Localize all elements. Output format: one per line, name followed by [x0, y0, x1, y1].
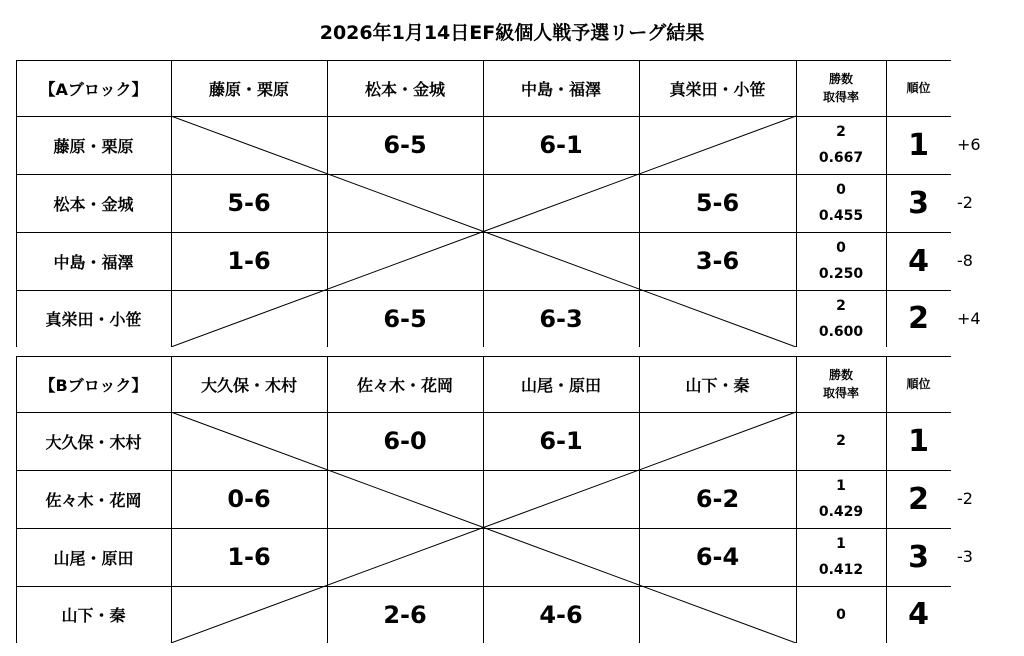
point-diff: -3 [957, 547, 973, 566]
match-score: 1-6 [227, 247, 271, 275]
wins-value: 2 [836, 297, 846, 314]
match-score: 6-5 [383, 131, 427, 159]
match-score: 6-5 [383, 304, 427, 333]
column-header-player: 山下・秦 [685, 375, 750, 395]
stat-header [796, 356, 886, 412]
stat-cell [796, 174, 886, 232]
match-score: 6-1 [539, 131, 583, 159]
point-diff: -2 [957, 489, 973, 508]
match-score: 6-4 [695, 543, 740, 571]
row-header-player: 松本・金城 [53, 194, 134, 214]
wins-value: 1 [836, 478, 846, 494]
wins-value: 0 [836, 182, 846, 198]
rank-value: 4 [908, 243, 929, 279]
page-title: 2026年1月14日EF級個人戦予選リーグ結果 [319, 22, 705, 44]
row-header-player: 藤原・栗原 [53, 136, 134, 156]
rate-value: 0.600 [818, 323, 864, 340]
match-score: 5-6 [227, 189, 271, 217]
rank-value: 3 [908, 185, 929, 221]
point-diff: -2 [957, 193, 973, 212]
match-score: 6-0 [383, 427, 427, 455]
stat-cell [796, 412, 886, 470]
match-score: 1-6 [227, 543, 271, 571]
wins-header: 勝数 [828, 72, 853, 86]
rate-header: 取得率 [822, 386, 859, 400]
match-score: 5-6 [695, 189, 740, 217]
match-score: 6-3 [539, 304, 583, 333]
row-header-player: 佐々木・花岡 [45, 490, 142, 510]
stat-cell [796, 528, 886, 586]
rank-header: 順位 [906, 81, 931, 95]
column-header-player: 中島・福澤 [520, 79, 601, 99]
stat-header [796, 60, 886, 116]
rate-value: 0.667 [818, 150, 864, 166]
column-header-player: 真栄田・小笹 [669, 79, 766, 99]
stat-cell [796, 470, 886, 528]
point-diff: -8 [957, 251, 973, 270]
row-header-player: 山下・秦 [61, 606, 126, 625]
stat-cell [796, 586, 886, 643]
rate-value: 0.455 [818, 208, 864, 224]
column-header-player: 佐々木・花岡 [356, 375, 453, 395]
column-header-player: 大久保・木村 [200, 375, 297, 395]
match-score: 0-6 [227, 485, 271, 513]
match-score: 6-1 [539, 427, 583, 455]
row-header-player: 中島・福澤 [53, 252, 134, 272]
match-score: 4-6 [539, 600, 583, 629]
rank-value: 1 [908, 127, 929, 163]
stat-cell [796, 232, 886, 290]
wins-value: 1 [836, 536, 846, 552]
column-header-player: 松本・金城 [364, 79, 445, 99]
wins-value: 2 [836, 124, 846, 140]
rank-value: 3 [908, 539, 929, 575]
block-label: 【Aブロック】 [39, 79, 148, 99]
point-diff: +6 [957, 135, 981, 154]
block-b-table [16, 356, 951, 643]
match-score: 3-6 [695, 247, 740, 275]
point-diff: +4 [957, 308, 981, 328]
wins-value: 0 [836, 606, 846, 623]
rank-value: 1 [908, 423, 929, 459]
wins-value: 0 [836, 240, 846, 256]
column-header-player: 藤原・栗原 [208, 79, 289, 99]
row-header-player: 大久保・木村 [45, 432, 142, 452]
block-label: 【Bブロック】 [39, 375, 148, 395]
rank-header: 順位 [906, 377, 931, 391]
wins-header: 勝数 [828, 368, 853, 382]
rank-value: 4 [908, 597, 929, 632]
rank-value: 2 [908, 481, 929, 517]
match-score: 6-2 [695, 485, 740, 513]
rate-header: 取得率 [822, 90, 859, 104]
row-header-player: 山尾・原田 [53, 548, 134, 568]
column-header-player: 山尾・原田 [520, 375, 601, 395]
row-header-player: 真栄田・小笹 [45, 310, 142, 329]
block-a-table [16, 60, 951, 347]
stat-cell [796, 290, 886, 347]
rank-value: 2 [908, 301, 929, 336]
rate-value: 0.429 [818, 504, 864, 520]
rate-value: 0.250 [818, 266, 864, 282]
stat-cell [796, 116, 886, 174]
match-score: 2-6 [383, 600, 427, 629]
rate-value: 0.412 [818, 562, 864, 578]
wins-value: 2 [836, 433, 846, 449]
